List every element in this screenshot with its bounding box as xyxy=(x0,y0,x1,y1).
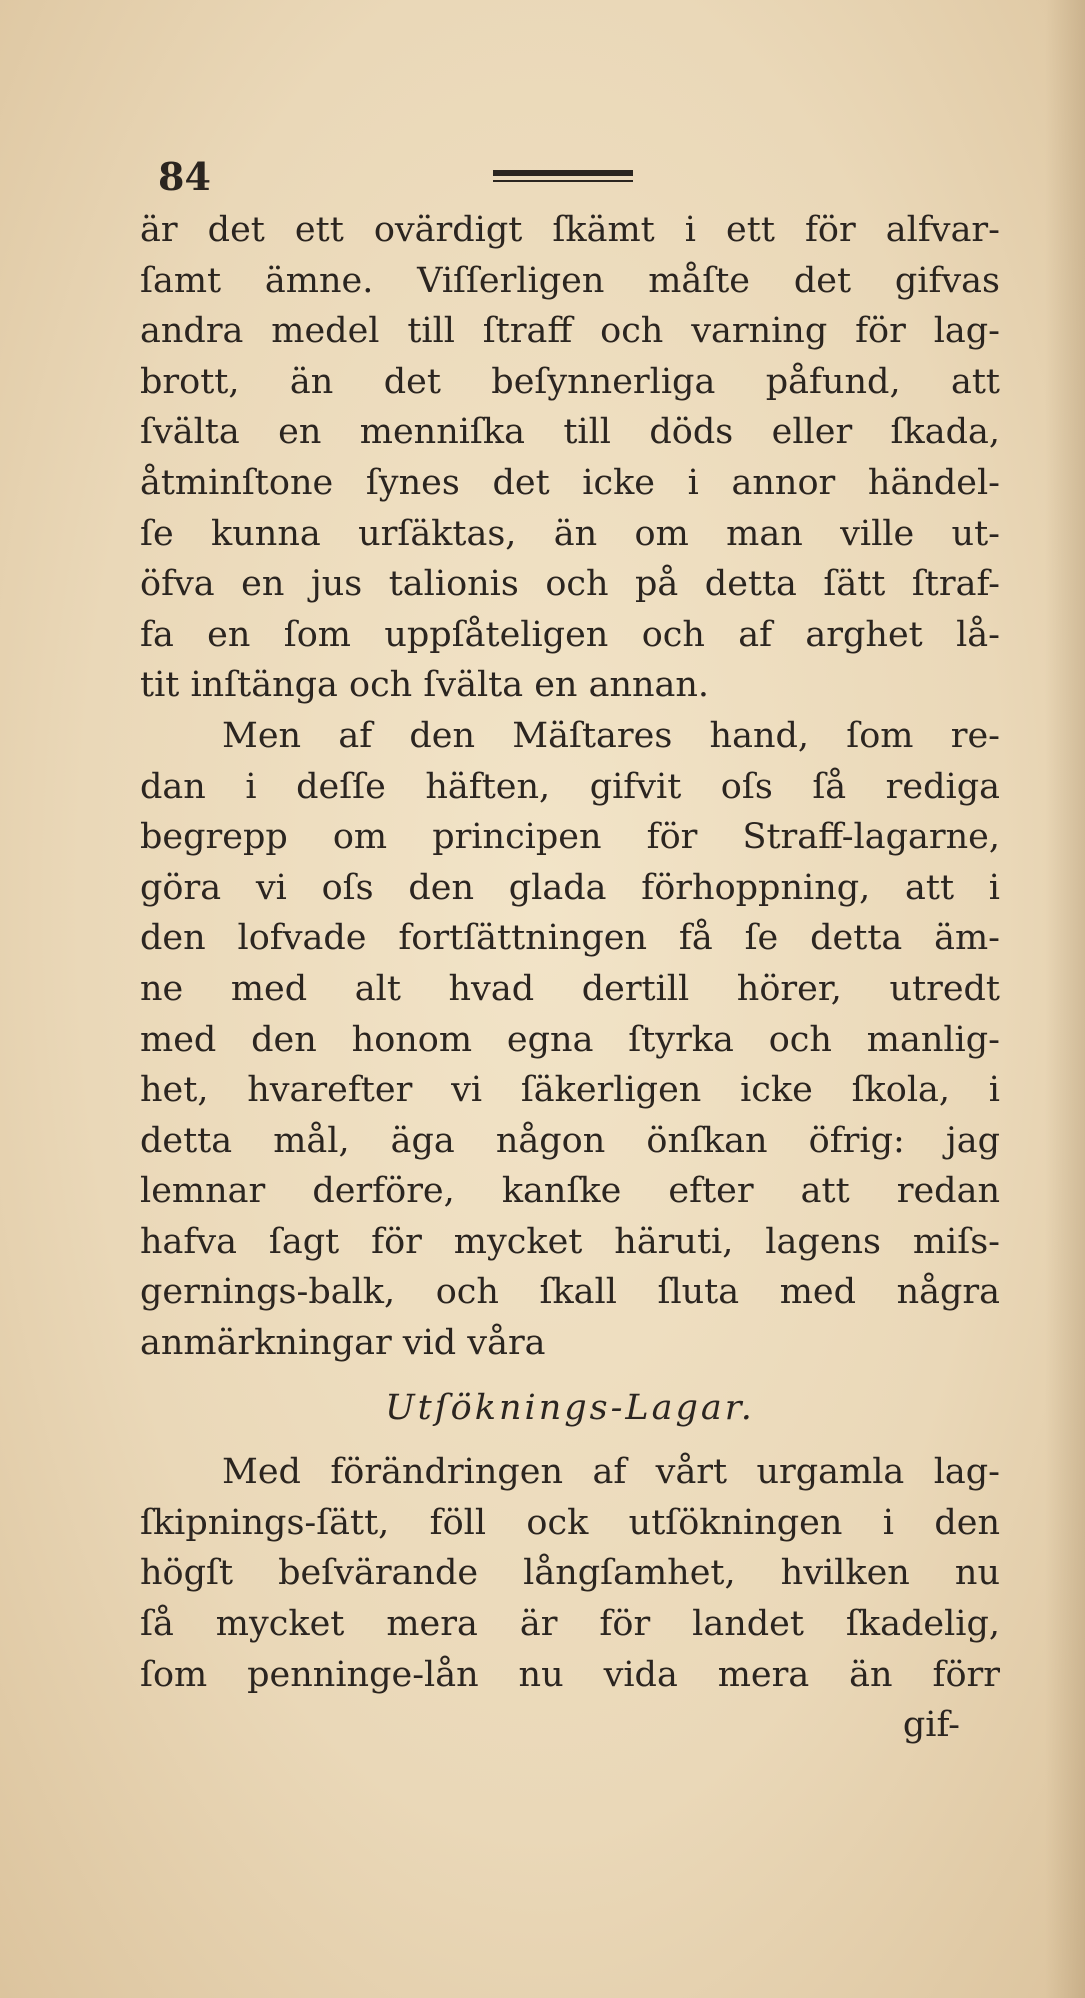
body-text xyxy=(140,205,1000,1751)
text-line: andra medel till ſtraff och varning för lag- xyxy=(140,311,1000,352)
text-line: ſkipnings-ſätt, föll ock utſökningen i den xyxy=(140,1502,1000,1543)
text-line: högſt beſvärande långſamhet, hvilken nu xyxy=(140,1553,1000,1594)
text-line: brott, än det beſynnerliga påfund, att xyxy=(140,361,1000,402)
text-line: begrepp om principen för Straff-lagarne, xyxy=(140,817,1000,858)
text-line: detta mål, äga någon önſkan öfrig: jag xyxy=(140,1120,1000,1161)
text-line: göra vi oſs den glada förhoppning, att i xyxy=(140,867,1000,908)
text-line-first: Men af den Mäſtares hand, ſom re- xyxy=(222,715,1000,756)
page-number: 84 xyxy=(158,154,211,199)
text-line: är det ett ovärdigt ſkämt i ett för alfvar- xyxy=(140,210,1000,250)
text-line: ſom penninge-lån nu vida mera än förr xyxy=(140,1654,1000,1695)
paragraph-2 xyxy=(140,711,1000,1369)
text-line: ſamt ämne. Viſſerligen måſte det gifvas xyxy=(140,260,1000,301)
paragraph-1 xyxy=(140,205,1000,711)
text-line: med den honom egna ſtyrka och manlig- xyxy=(140,1019,1000,1060)
text-line-first: Med förändringen af vårt urgamla lag- xyxy=(222,1452,1000,1493)
text-line-last: anmärkningar vid våra xyxy=(140,1323,546,1364)
text-line: gernings-balk, och ſkall ſluta med några xyxy=(140,1272,1000,1313)
text-line: ſvälta en menniſka till döds eller ſkada, xyxy=(140,412,1000,453)
text-line-last: tit inſtänga och ſvälta en annan. xyxy=(140,665,710,706)
page-edge-shadow xyxy=(1045,0,1085,1998)
paragraph-3 xyxy=(140,1447,1000,1700)
text-line: fa en ſom uppſåteligen och af arghet lå- xyxy=(140,614,1000,655)
text-line: ſe kunna urſäktas, än om man ville ut- xyxy=(140,513,1000,554)
section-heading: Utſöknings-Lagar. xyxy=(385,1387,755,1428)
text-line: hafva ſagt för mycket häruti, lagens miſs- xyxy=(140,1221,1000,1262)
catchword: gif- xyxy=(902,1705,960,1746)
text-line: åtminſtone ſynes det icke i annor händel- xyxy=(140,462,1000,503)
header-rule-thick xyxy=(493,170,633,176)
text-line: ſå mycket mera är för landet ſkadelig, xyxy=(140,1604,1000,1645)
text-line: dan i deſſe häften, gifvit oſs ſå rediga xyxy=(140,766,1000,807)
text-line: lemnar derföre, kanſke efter att redan xyxy=(140,1171,1000,1212)
text-line: öfva en jus talionis och på detta ſätt ſtraf- xyxy=(140,564,1000,605)
header-rule-thin xyxy=(493,180,633,182)
text-line: ne med alt hvad dertill hörer, utredt xyxy=(140,968,1000,1009)
text-line: het, hvarefter vi ſäkerligen icke ſkola, i xyxy=(140,1070,1000,1111)
text-line: den lofvade fortſättningen få ſe detta äm- xyxy=(140,918,1000,959)
